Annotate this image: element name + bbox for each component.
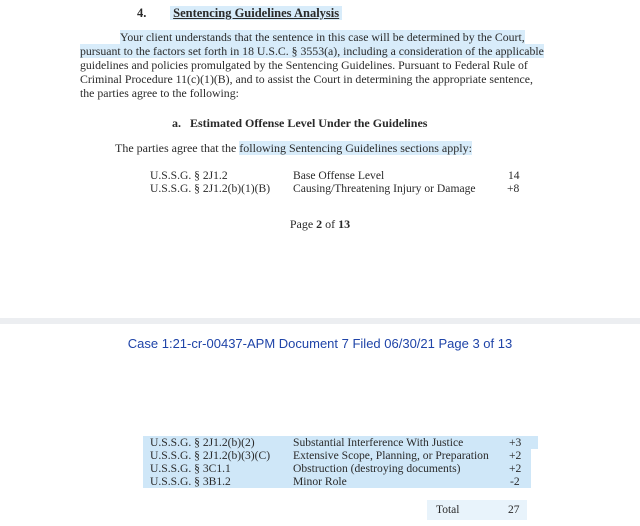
guidelines-table-page2: [150, 169, 530, 199]
guideline-section: U.S.S.G. § 2J1.2(b)(1)(B): [150, 182, 271, 195]
total-value: 27: [508, 504, 520, 516]
subsection-title: Estimated Offense Level Under the Guidelines: [190, 116, 428, 130]
agreement-sentence: [115, 141, 472, 156]
table-row: [143, 449, 531, 462]
section-number: 4.: [137, 6, 147, 20]
guideline-value: 14: [508, 169, 520, 182]
guideline-value: +2: [509, 462, 522, 475]
guideline-value: -2: [510, 475, 520, 488]
agreement-prefix: The parties agree that the: [115, 141, 240, 155]
guideline-description: Obstruction (destroying documents): [293, 462, 461, 475]
section-heading: [137, 6, 342, 21]
guideline-value: +8: [507, 182, 520, 195]
guideline-section: U.S.S.G. § 2J1.2(b)(2): [150, 436, 255, 449]
agreement-highlighted: following Sentencing Guidelines sections apply:: [239, 141, 472, 155]
paragraph-line: pursuant to the factors set forth in 18 U.S.C. § 3553(a), including a consideration of the applicable: [80, 44, 544, 59]
guideline-value: +2: [509, 449, 522, 462]
page-number: Page 2 of 13: [289, 217, 351, 231]
document-page-3: [0, 324, 640, 526]
guideline-description: Extensive Scope, Planning, or Preparation: [293, 449, 489, 462]
subsection-letter: a.: [172, 116, 181, 130]
table-row: [143, 436, 538, 449]
guideline-description: Minor Role: [293, 475, 347, 488]
filing-header: Case 1:21-cr-00437-APM Document 7 Filed 06/30/21 Page 3 of 13: [127, 336, 513, 351]
paragraph-line: guidelines and policies promulgated by the Sentencing Guidelines. Pursuant to Federal Rule of: [80, 58, 528, 73]
paragraph-line: Your client understands that the sentence in this case will be determined by the Court,: [120, 30, 525, 44]
guideline-section: U.S.S.G. § 2J1.2(b)(3)(C): [150, 449, 271, 462]
table-row: [143, 462, 531, 475]
paragraph-line: the parties agree to the following:: [80, 86, 239, 101]
total-label: Total: [436, 504, 460, 516]
guideline-section: U.S.S.G. § 3B1.2: [150, 475, 231, 488]
paragraph-line: Criminal Procedure 11(c)(1)(B), and to assist the Court in determining the appropriate sentence,: [80, 72, 533, 87]
guidelines-table-page3: [143, 436, 533, 492]
guideline-description: Causing/Threatening Injury or Damage: [293, 182, 476, 195]
guideline-section: U.S.S.G. § 3C1.1: [150, 462, 231, 475]
guideline-description: Base Offense Level: [293, 169, 385, 182]
section-title: Sentencing Guidelines Analysis: [170, 6, 342, 20]
guideline-description: Substantial Interference With Justice: [293, 436, 464, 449]
guideline-section: U.S.S.G. § 2J1.2: [150, 169, 228, 182]
sentencing-paragraph: [80, 30, 550, 100]
table-row: [143, 475, 531, 488]
subsection-heading: [172, 116, 427, 131]
guideline-value: +3: [509, 436, 522, 449]
